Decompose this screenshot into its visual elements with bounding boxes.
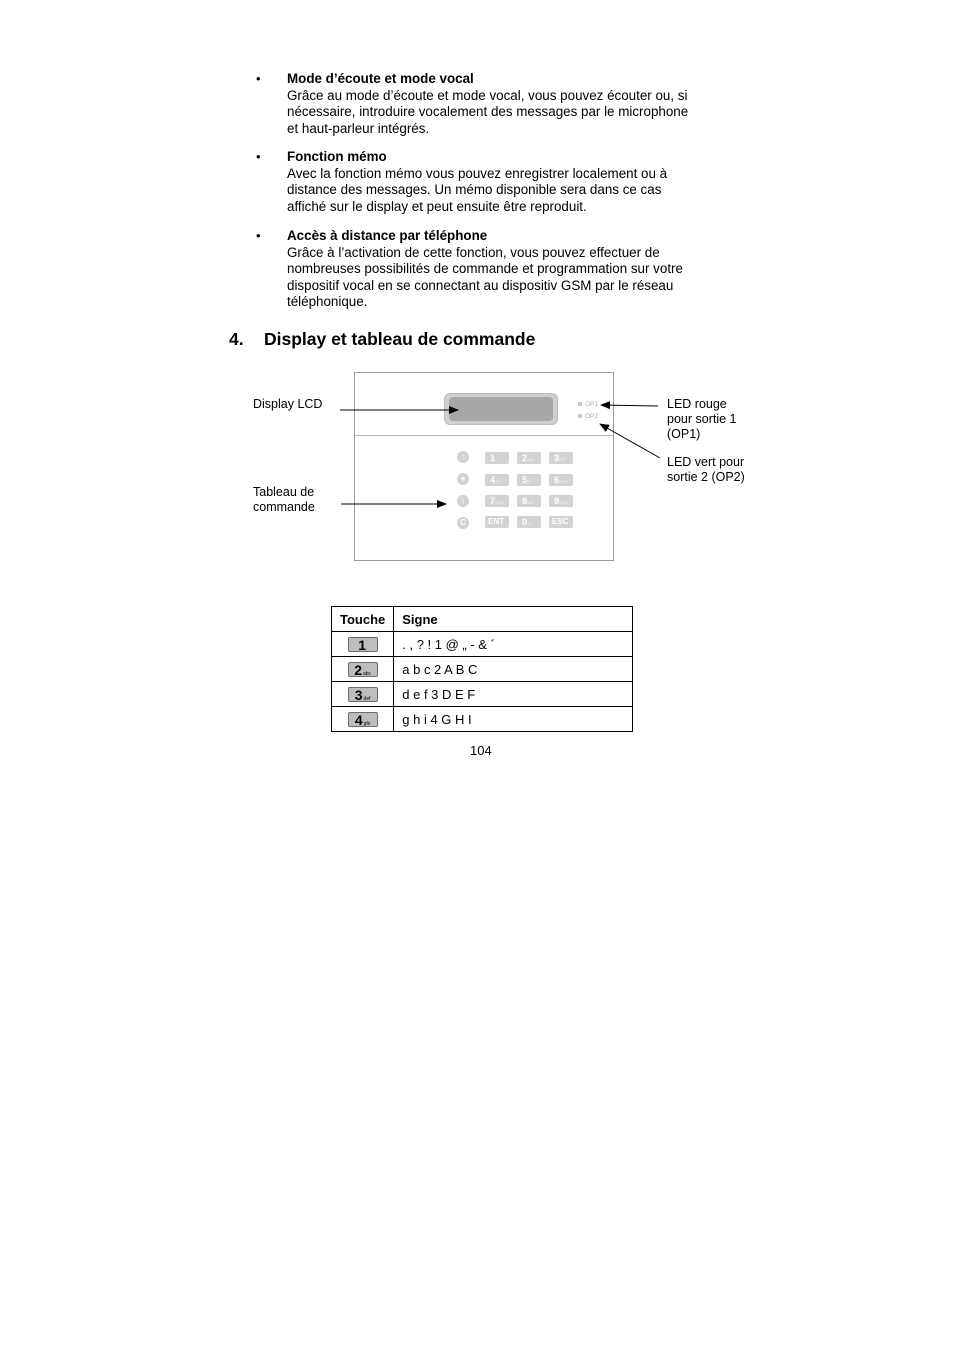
key-sub: wxyz [559,500,570,505]
led-op1: OP1 [578,401,598,408]
section-title: Display et tableau de commande [264,329,536,349]
bullet-dot-icon: • [256,149,261,164]
key-sub: mno [559,479,568,484]
key-main: 0 [522,517,528,527]
table-header-key: Touche [332,607,394,632]
key-main: 2 [522,453,528,463]
led-red-label-line: LED rouge [667,397,727,411]
key-main: 9 [554,496,560,506]
section-number: 4. [229,329,244,349]
bullet-line: Avec la fonction mémo vous pouvez enregistrer localement ou à [287,165,668,181]
bullet-line: affiché sur le display et peut ensuite être reproduit. [287,198,587,214]
table-sign-cell: a b c 2 A B C [394,657,633,682]
arrow-up-button[interactable]: ↑ [457,451,469,463]
bullet-line: distance des messages. Un mémo disponible sera dans ce cas [287,182,662,198]
bullet-dot-icon: • [256,71,261,86]
table-sign-cell: d e f 3 D E F [394,682,633,707]
tkey-main: 1 [358,637,367,654]
bullet-line: et haut-parleur intégrés. [287,120,430,136]
table-key-cell [332,707,394,732]
center-dot-button[interactable]: ● [457,473,469,485]
tkey-sub: abc [362,671,372,678]
keypad-label [253,485,315,515]
led-red-label-line: (OP1) [667,427,701,441]
key-2-icon [348,662,378,677]
tkey-sub: def [363,696,371,703]
table-header-row [332,607,633,632]
tkey-main: 3 [354,687,363,704]
led-green-label-line: LED vert pour [667,455,745,469]
key-sub: abc [527,457,535,462]
key-sub: tuv [527,500,534,505]
key-main: ESC [552,517,569,526]
key-main: 8 [522,496,528,506]
bullet-line: nombreuses possibilités de commande et programmation sur votre [287,261,683,277]
table-key-cell [332,632,394,657]
key-main: 7 [490,496,496,506]
page-number: 104 [470,743,492,758]
bullet-line: téléphonique. [287,294,368,310]
bullet-dot-icon: • [256,228,261,243]
table-row [332,632,633,657]
key-4-icon [348,712,378,727]
clear-button[interactable]: C [457,517,469,529]
section-heading [229,329,535,350]
key-sub: def [559,457,566,462]
led-green-label [667,455,745,485]
lcd-display [444,393,558,425]
tkey-sub: ghi [363,721,371,728]
display-lcd-label-text: Display LCD [253,397,323,411]
table-sign-cell: g h i 4 G H I [394,707,633,732]
key-main: 4 [490,475,496,485]
key-2[interactable] [517,452,541,464]
led-op2: OP2 [578,413,598,420]
key-main: ENT [488,517,504,526]
key-9[interactable] [549,495,573,507]
key-3-icon [348,687,378,702]
bullet-line: Grâce à l’activation de cette fonction, vous pouvez effectuer de [287,244,660,260]
key-8[interactable] [517,495,541,507]
key-main: 3 [554,453,560,463]
key-4[interactable] [485,474,509,486]
key-1[interactable] [485,452,509,464]
bullet-line: dispositif vocal en se connectant au dispositiv GSM par le réseau [287,277,674,293]
tkey-main: 2 [354,662,362,679]
key-sub: ghi [495,479,502,484]
table-header-sign: Signe [394,607,633,632]
key-sub: +-_ [527,521,534,526]
key-ent[interactable] [485,516,509,528]
key-sign-table [331,606,633,732]
key-5[interactable] [517,474,541,486]
led-red-label [667,397,736,442]
key-esc[interactable] [549,516,573,528]
device-panel [354,372,614,561]
key-sub: jkl [527,479,532,484]
key-main: 6 [554,475,560,485]
panel-divider [355,435,613,436]
keypad-label-line: Tableau de [253,485,315,499]
key-3[interactable] [549,452,573,464]
bullet-title: Fonction mémo [287,149,387,164]
key-sub: pqrs [495,500,504,505]
table-key-cell [332,657,394,682]
bullet-title: Mode d’écoute et mode vocal [287,71,474,86]
led-red-label-line: pour sortie 1 [667,412,737,426]
tkey-main: 4 [354,712,363,729]
table-key-cell [332,682,394,707]
table-row [332,682,633,707]
display-lcd-label [253,397,322,412]
key-main: 5 [522,475,528,485]
bullet-line: Grâce au mode d’écoute et mode vocal, vous pouvez écouter ou, si [287,87,688,103]
key-7[interactable] [485,495,509,507]
keypad-label-line: commande [253,500,315,514]
table-sign-cell: . , ? ! 1 @ „ - & ´ [394,632,633,657]
key-0[interactable] [517,516,541,528]
led-green-label-line: sortie 2 (OP2) [667,470,745,484]
key-main: 1 [490,453,496,463]
table-row [332,657,633,682]
table-row [332,707,633,732]
key-1-icon [348,637,378,652]
arrow-down-button[interactable]: ↓ [457,495,469,507]
bullet-title: Accès à distance par téléphone [287,228,488,243]
bullet-line: nécessaire, introduire vocalement des messages par le microphone [287,104,689,120]
key-6[interactable] [549,474,573,486]
